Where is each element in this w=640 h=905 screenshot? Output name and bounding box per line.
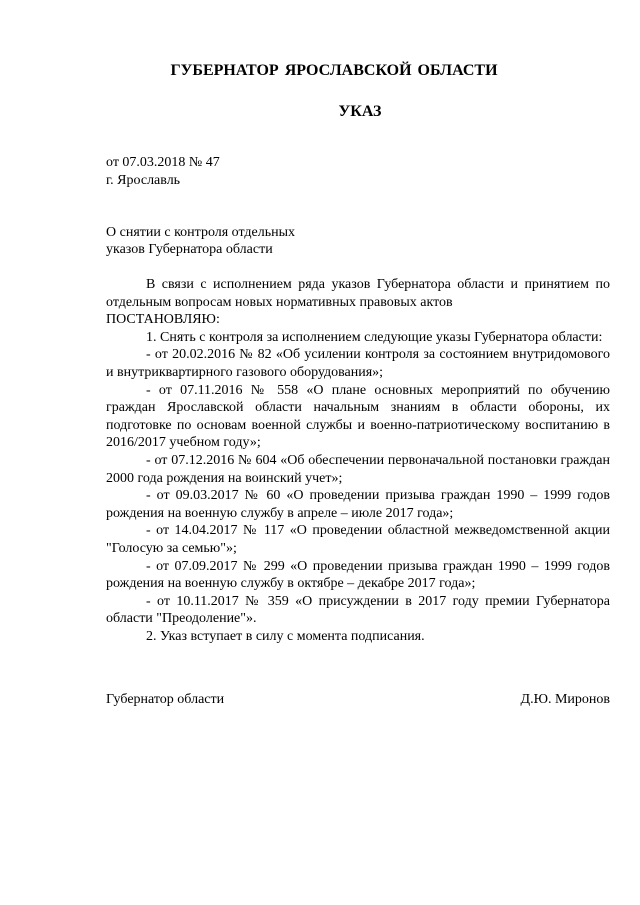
organization-heading: ГУБЕРНАТОР ЯРОСЛАВСКОЙ ОБЛАСТИ (170, 62, 498, 79)
list-item: - от 09.03.2017 № 60 «О проведении призыва граждан 1990 – 1999 годов рождения на военную службу в апреле – июле 2017 года»; (106, 488, 610, 521)
list-item: - от 10.11.2017 № 359 «О присуждении в 2017 году премии Губернатора области "Преодоление"». (106, 593, 610, 627)
subject-line-1: О снятии с контроля отдельных (106, 225, 296, 240)
document-subject (106, 224, 295, 258)
resolve-keyword: ПОСТАНОВЛЯЮ: (106, 312, 220, 328)
document-type-heading: УКАЗ (338, 103, 382, 120)
preamble-paragraph: В связи с исполнением ряда указов Губернатора области и принятием по отдельным вопросам новых нормативных правовых актов (106, 277, 610, 310)
city: г. Ярославль (106, 173, 181, 188)
clause-2: 2. Указ вступает в силу с момента подписания. (146, 628, 425, 644)
list-item: - от 07.09.2017 № 299 «О проведении призыва граждан 1990 – 1999 годов рождения на военную службу в октябре – декабре 2017 года»; (106, 558, 610, 592)
date-number: от 07.03.2018 № 47 (106, 155, 220, 170)
list-item: - от 07.12.2016 № 604 «Об обеспечении первоначальной постановки граждан 2000 года рождения на воинский учет»; (106, 452, 610, 486)
list-item: - от 20.02.2016 № 82 «Об усилении контроля за состоянием внутридомового и внутриквартирного газового оборудования»; (106, 347, 610, 380)
signatory-name: Д.Ю. Миронов (520, 692, 610, 707)
signatory-position: Губернатор области (106, 692, 225, 707)
document-body (106, 276, 610, 645)
subject-line-2: указов Губернатора области (106, 242, 273, 257)
list-item: - от 14.04.2017 № 117 «О проведении областной межведомственной акции "Голосую за семью"»; (106, 523, 610, 556)
clause-1: 1. Снять с контроля за исполнением следующие указы Губернатора области: (146, 329, 603, 345)
list-item: - от 07.11.2016 № 558 «О плане основных мероприятий по обучению граждан Ярославской области начальным знаниям в области обороны, их подготовке по основам военной службы и военно-патриотическому воспитанию в 2016/2017 учебном году»; (106, 382, 610, 451)
